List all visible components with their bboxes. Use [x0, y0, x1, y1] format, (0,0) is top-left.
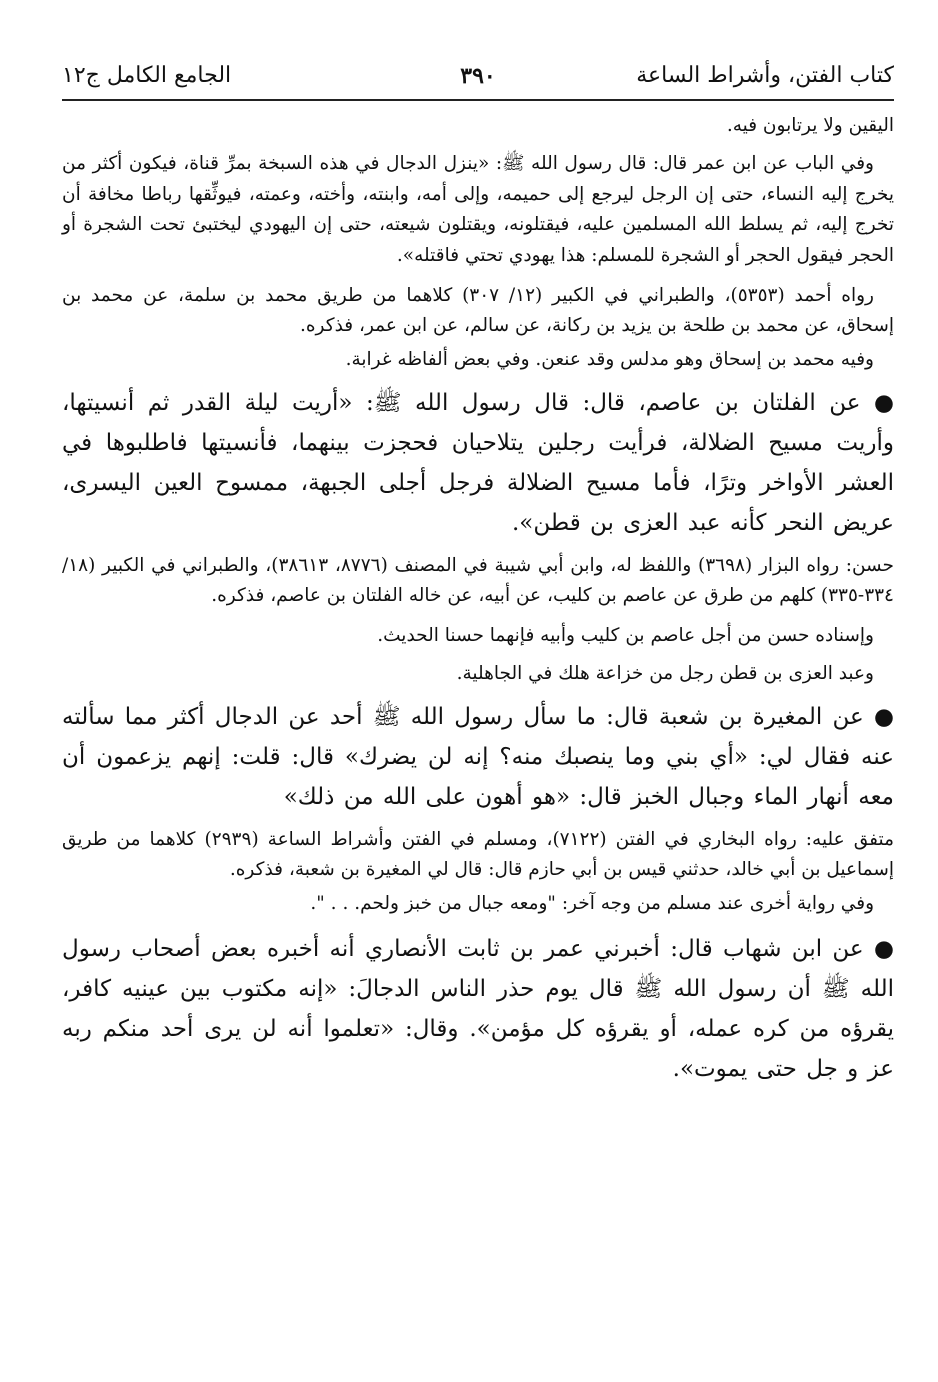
book-title: الجامع الكامل ج١٢ [62, 63, 232, 88]
paragraph-hasan-grading: حسن: رواه البزار (٣٦٩٨) واللفظ له، وابن أبي شيبة في المصنف (٨٧٧٦، ٣٨٦١٣)، والطبراني في الكبير (١٨/ ٣٣٤-٣٣٥) كلهم من طرق عن عاصم بن كليب، عن أبيه، عن خاله الفلتان بن عاصم، فذكره. [62, 555, 894, 606]
page-number: ٣٩٠ [460, 63, 496, 89]
book-page [62, 55, 894, 1089]
paragraph-continuation: اليقين ولا يرتابون فيه. [726, 115, 894, 136]
page-body [62, 111, 894, 1089]
paragraph-muslim-variant: وفي رواية أخرى عند مسلم من وجه آخر: "ومعه جبال من خبز ولحم. . . ". [310, 893, 874, 914]
paragraph-ibn-umar-narration: وفي الباب عن ابن عمر قال: قال رسول الله ﷺ: «ينزل الدجال في هذه السبخة بمرِّ قناة، فيكون أكثر من يخرج إليه النساء، حتى إن الرجل ليرجع إلى حميمه، وإلى أمه، وابنته، وأخته، وعمته، فيوثِّقها رباطا مخافة أن تخرج إليه، ثم يسلط الله المسلمين عليه، فيقتلونه، ويقتلون شيعته، حتى إن اليهودي ليختبئ تحت الشجرة أو الحجر فيقول الحجر أو الشجرة للمسلم: هذا يهودي تحتي فاقتله». [62, 153, 894, 266]
paragraph-isnad-note: وإسناده حسن من أجل عاصم بن كليب وأبيه فإنهما حسنا الحديث. [377, 625, 874, 646]
paragraph-ibn-ishaq-note: وفيه محمد بن إسحاق وهو مدلس وقد عنعن. وفي بعض ألفاظه غرابة. [345, 349, 874, 370]
page-header [62, 55, 894, 101]
paragraph-ahmad-source: رواه أحمد (٥٣٥٣)، والطبراني في الكبير (١٢/ ٣٠٧) كلاهما من طريق محمد بن سلمة، عن محمد بن إسحاق، عن محمد بن طلحة بن يزيد بن ركانة، عن سالم، عن ابن عمر، فذكره. [62, 285, 894, 336]
chapter-title: كتاب الفتن، وأشراط الساعة [636, 63, 894, 88]
hadith-mughira: ● عن المغيرة بن شعبة قال: ما سأل رسول الله ﷺ أحد عن الدجال أكثر مما سألته عنه فقال لي: «أي بني وما ينصبك منه؟ إنه لن يضرك» قال: قلت: إنهم يزعمون أن معه أنهار الماء وجبال الخبز قال: «هو أهون على الله من ذلك» [62, 704, 894, 810]
hadith-ibn-shihab: ● عن ابن شهاب قال: أخبرني عمر بن ثابت الأنصاري أنه أخبره بعض أصحاب رسول الله ﷺ أن رسول الله ﷺ قال يوم حذر الناس الدجالَ: «إنه مكتوب بين عينيه كافر، يقرؤه من كره عمله، أو يقرؤه كل مؤمن». وقال: «تعلموا أنه لن يرى أحد منكم ربه عز و جل حتى يموت». [62, 936, 894, 1082]
hadith-fultan: ● عن الفلتان بن عاصم، قال: قال رسول الله ﷺ: «أريت ليلة القدر ثم أنسيتها، وأريت مسيح الضلالة، فرأيت رجلين يتلاحيان فحجزت بينهما، فأنسيتها فاطلبوها في العشر الأواخر وترًا، فأما مسيح الضلالة فرجل أجلى الجبهة، ممسوح العين اليسرى، عريض النحر كأنه عبد العزى بن قطن». [62, 390, 894, 536]
paragraph-agreed-upon: متفق عليه: رواه البخاري في الفتن (٧١٢٢)، ومسلم في الفتن وأشراط الساعة (٢٩٣٩) كلاهما من طريق إسماعيل بن أبي خالد، حدثني قيس بن أبي حازم قال: قال لي المغيرة بن شعبة، فذكره. [62, 829, 894, 880]
paragraph-abd-uzza-note: وعبد العزى بن قطن رجل من خزاعة هلك في الجاهلية. [456, 663, 874, 684]
